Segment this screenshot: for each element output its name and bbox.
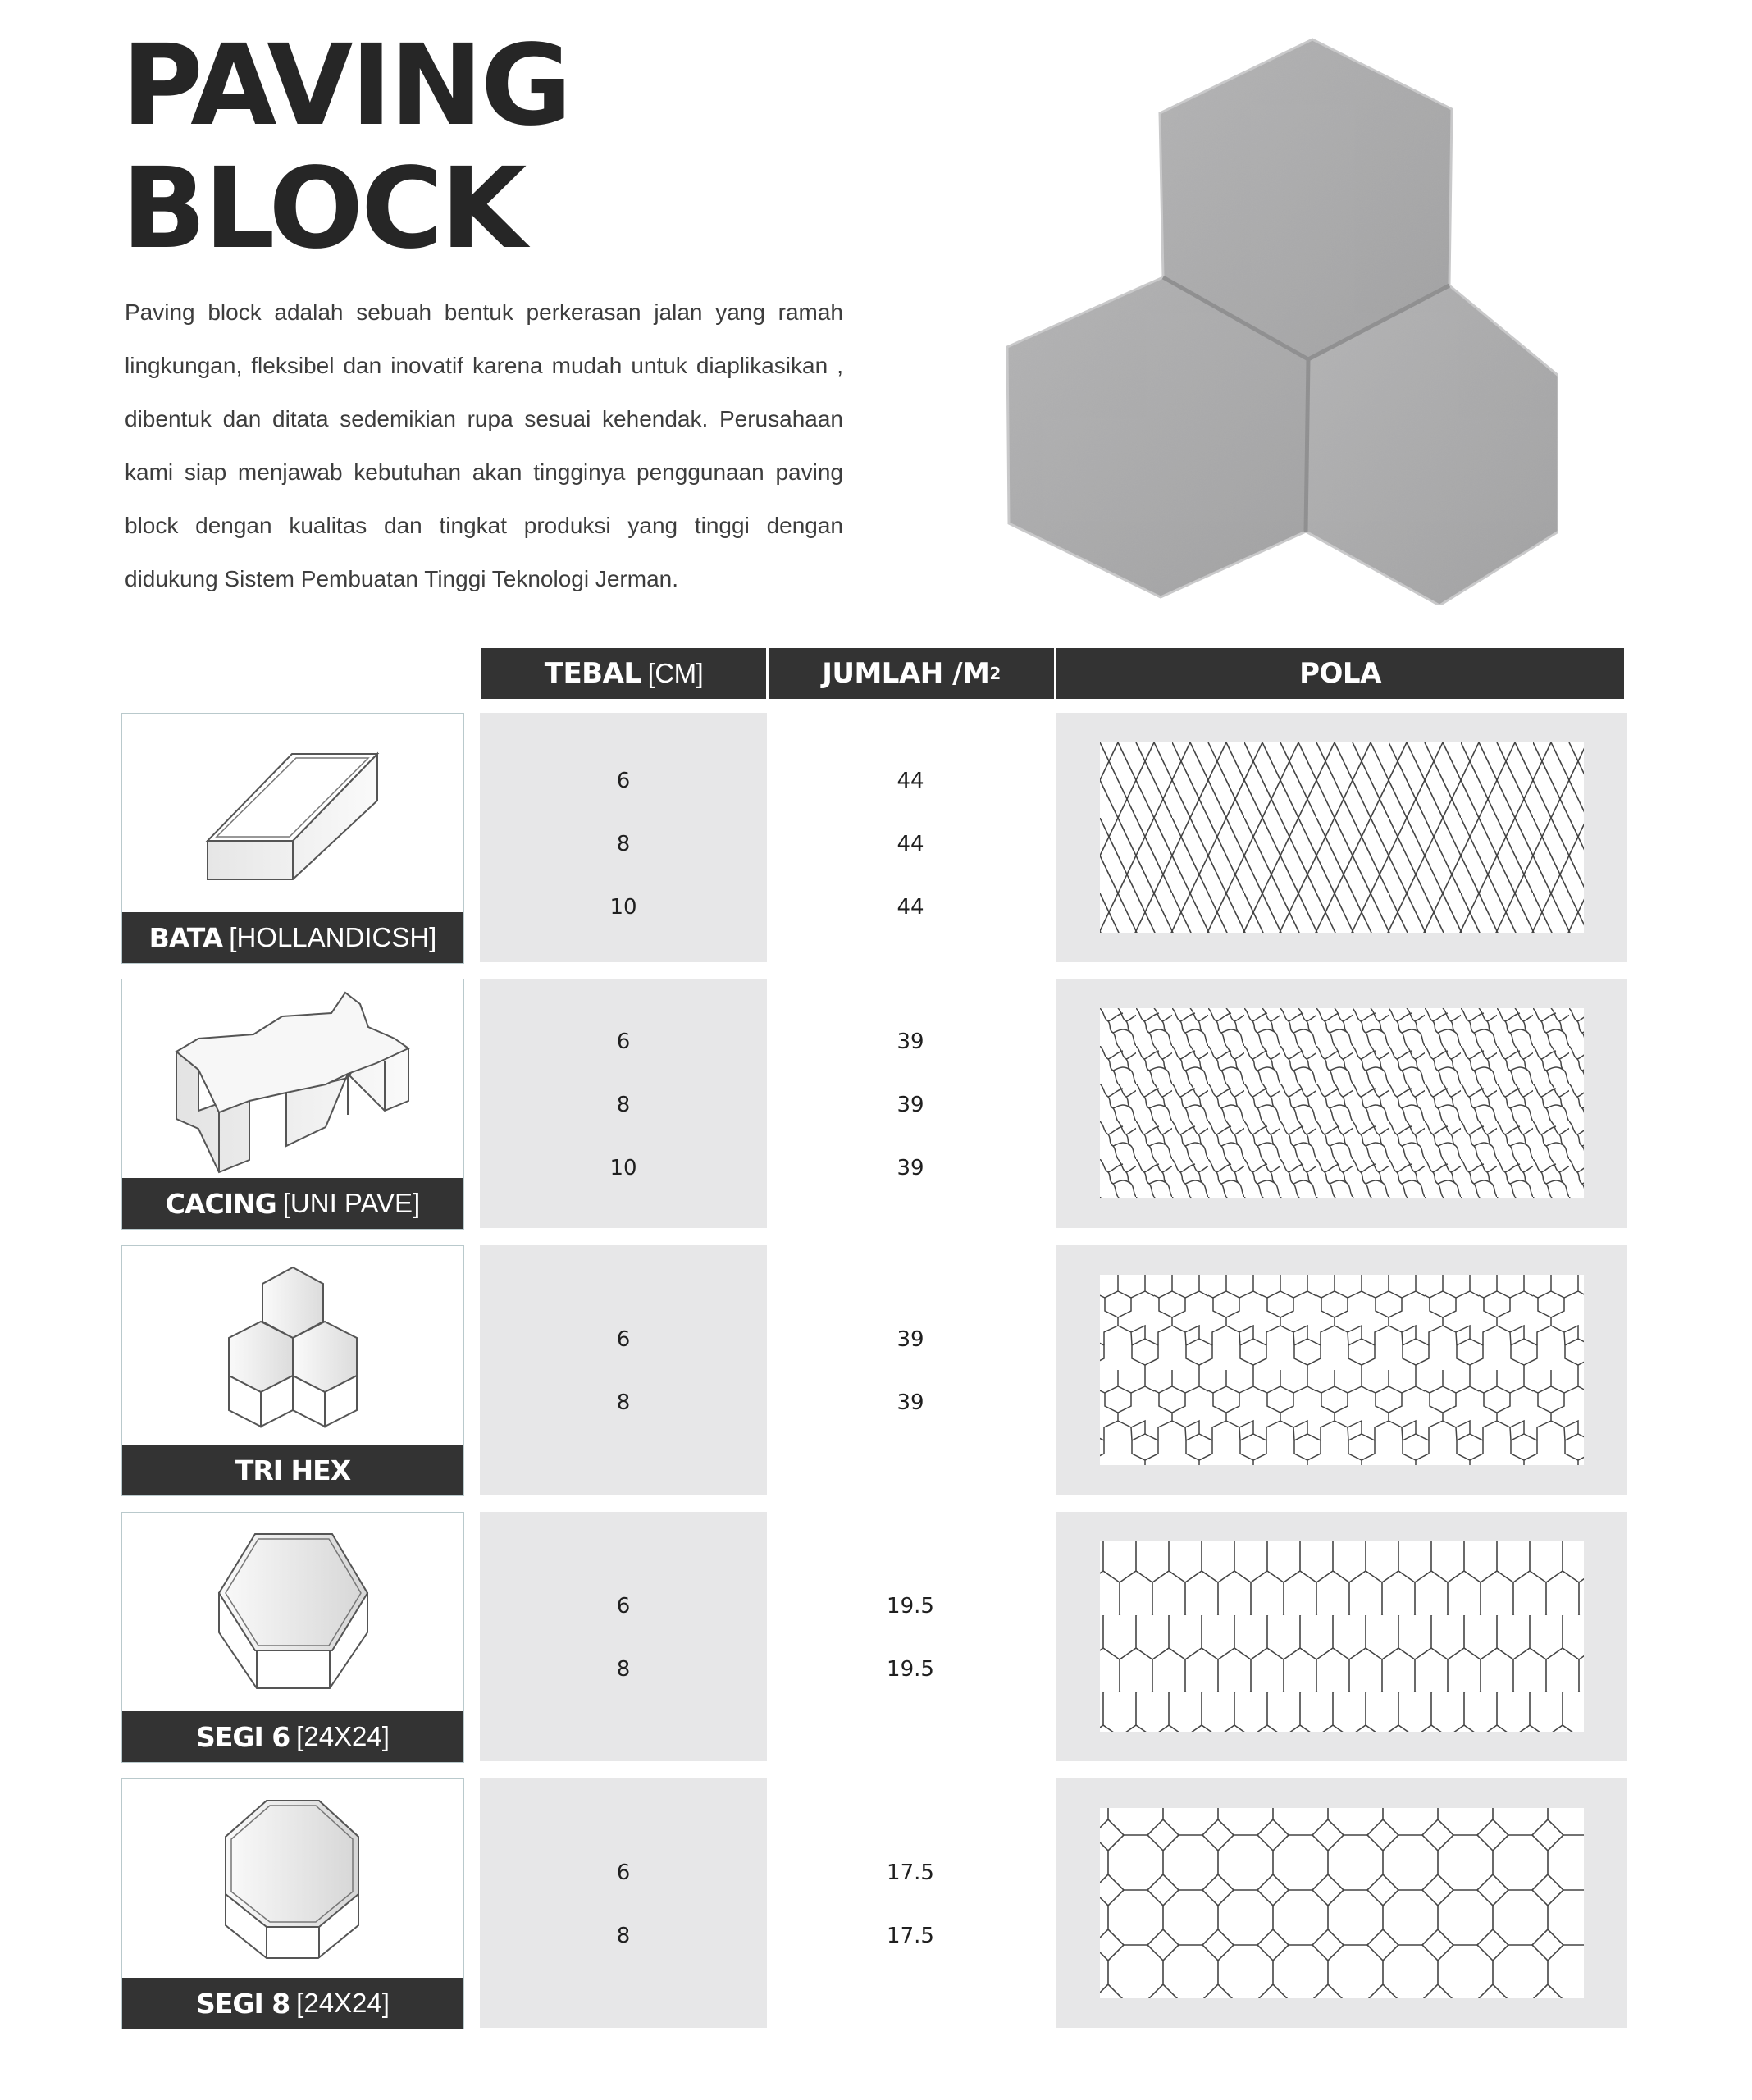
product-label	[122, 912, 463, 963]
product-variant: [UNI PAVE]	[282, 1188, 421, 1218]
octagon-pattern	[1100, 1808, 1584, 1998]
tebal-cell	[480, 1512, 767, 1761]
jumlah-value: 39	[897, 1029, 924, 1054]
product-name: SEGI 6	[196, 1720, 290, 1753]
trihex-block-icon	[122, 1246, 463, 1445]
product-card	[121, 713, 464, 964]
brick-block-icon	[122, 714, 463, 912]
jumlah-label: JUMLAH /M	[822, 657, 990, 690]
pola-label: POLA	[1299, 657, 1381, 690]
product-card	[121, 979, 464, 1230]
tebal-value: 6	[616, 1327, 631, 1352]
tebal-cell	[480, 979, 767, 1228]
hexagon-block-icon	[122, 1513, 463, 1711]
tebal-value: 6	[616, 1029, 631, 1054]
jumlah-superscript: 2	[989, 664, 1001, 683]
jumlah-cell	[767, 1778, 1054, 2028]
jumlah-value: 19.5	[887, 1594, 934, 1618]
herringbone-pattern	[1100, 742, 1584, 933]
tebal-value: 10	[609, 1156, 637, 1180]
product-name: BATA	[148, 921, 223, 954]
tebal-value: 8	[616, 832, 631, 856]
product-variant: [24X24]	[296, 1721, 390, 1751]
column-header-tebal	[481, 648, 766, 699]
product-card	[121, 1245, 464, 1496]
tebal-cell	[480, 1778, 767, 2028]
table-row-bata	[0, 713, 1752, 964]
tebal-value: 10	[609, 895, 637, 920]
tebal-value: 8	[616, 1924, 631, 1948]
octagon-block-icon	[122, 1779, 463, 1978]
pola-cell	[1056, 1512, 1627, 1761]
product-label	[122, 1711, 463, 1762]
pola-cell	[1056, 979, 1627, 1228]
jumlah-value: 39	[897, 1327, 924, 1352]
tebal-value: 8	[616, 1093, 631, 1117]
jumlah-value: 39	[897, 1093, 924, 1117]
trihex-paving-photo	[984, 31, 1558, 605]
title-line-1: PAVING	[121, 21, 570, 151]
intro-paragraph: Paving block adalah sebuah bentuk perkerasan jalan yang ramah lingkungan, fleksibel dan inovatif karena mudah untuk diaplikasikan , dibentuk dan ditata sedemikian rupa sesuai kehendak. Perusahaan kami siap menjawab kebutuhan akan tingginya penggunaan paving block dengan kualitas dan tingkat produksi yang tinggi dengan didukung Sistem Pembuatan Tinggi Teknologi Jerman.	[125, 299, 843, 591]
product-variant: [HOLLANDICSH]	[229, 922, 437, 952]
jumlah-value: 39	[897, 1390, 924, 1415]
product-card	[121, 1512, 464, 1763]
tebal-value: 8	[616, 1390, 631, 1415]
tebal-value: 6	[616, 1594, 631, 1618]
pola-cell	[1056, 713, 1627, 962]
tebal-label: TEBAL	[544, 657, 641, 690]
product-label	[122, 1978, 463, 2029]
product-variant: [24X24]	[296, 1988, 390, 2018]
tebal-value: 8	[616, 1657, 631, 1682]
unipave-block-icon	[122, 979, 463, 1178]
tebal-cell	[480, 1245, 767, 1495]
pola-cell	[1056, 1778, 1627, 2028]
jumlah-value: 17.5	[887, 1860, 934, 1885]
table-row-tri-hex	[0, 1245, 1752, 1496]
jumlah-cell	[767, 1512, 1054, 1761]
tebal-unit: [CM]	[647, 658, 704, 688]
jumlah-cell	[767, 713, 1054, 962]
jumlah-value: 17.5	[887, 1924, 934, 1948]
product-label	[122, 1445, 463, 1495]
pola-cell	[1056, 1245, 1627, 1495]
page-title	[121, 21, 570, 274]
product-name: SEGI 8	[196, 1987, 290, 2020]
jumlah-cell	[767, 1245, 1054, 1495]
tebal-value: 6	[616, 769, 631, 793]
unipave-pattern	[1100, 1008, 1584, 1198]
jumlah-cell	[767, 979, 1054, 1228]
jumlah-value: 19.5	[887, 1657, 934, 1682]
title-line-2: BLOCK	[121, 144, 525, 274]
trihex-stone	[984, 31, 1558, 605]
table-row-cacing	[0, 979, 1752, 1230]
product-label	[122, 1178, 463, 1229]
jumlah-value: 44	[897, 895, 924, 920]
jumlah-value: 44	[897, 769, 924, 793]
jumlah-value: 39	[897, 1156, 924, 1180]
column-header-pola	[1056, 648, 1624, 699]
product-card	[121, 1778, 464, 2029]
jumlah-value: 44	[897, 832, 924, 856]
tebal-cell	[480, 713, 767, 962]
table-row-segi-8	[0, 1778, 1752, 2029]
product-name: TRI HEX	[235, 1454, 351, 1486]
tebal-value: 6	[616, 1860, 631, 1885]
column-header-jumlah	[769, 648, 1054, 699]
trihex-pattern	[1100, 1275, 1584, 1465]
product-name: CACING	[165, 1187, 276, 1220]
table-row-segi-6	[0, 1512, 1752, 1763]
hexagon-pattern	[1100, 1541, 1584, 1732]
